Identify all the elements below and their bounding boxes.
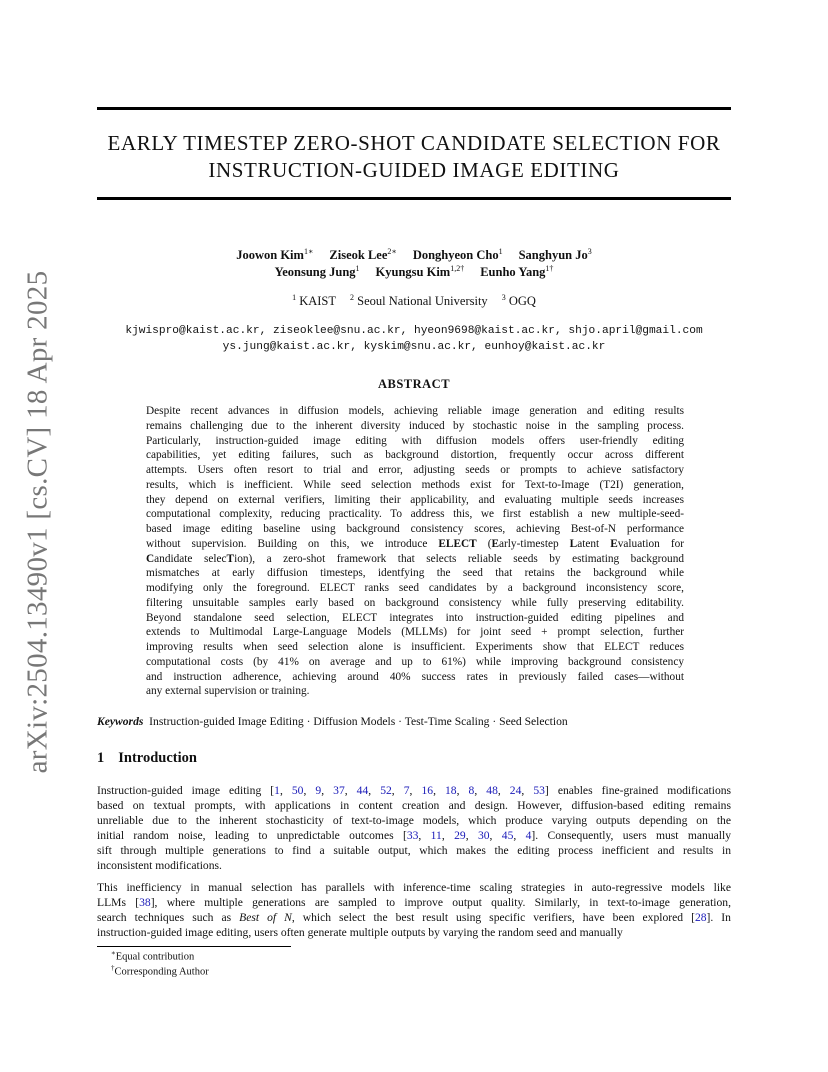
affiliation-item xyxy=(350,294,488,308)
citation-link[interactable]: 38 xyxy=(139,896,151,909)
affiliation-mark: 3 xyxy=(501,293,506,302)
acronym-letter: E xyxy=(610,537,618,550)
title-top-rule xyxy=(97,107,731,110)
citation-link[interactable]: 28 xyxy=(694,911,707,924)
citation-link[interactable]: 24 xyxy=(509,784,522,797)
author-name: Joowon Kim$^{1∗}$ xyxy=(236,247,314,263)
abstract-line: improving results when seed selection alone is insufficient. Experiments show that ELECT reduces xyxy=(146,641,684,653)
author-name: Yeonsung Jung$^1$ xyxy=(274,264,360,280)
citation-link[interactable]: 9 xyxy=(315,784,322,797)
affiliations xyxy=(97,293,731,309)
abstract-line: they depend on external verifiers, limiting their applicability, and evaluating multiple seeds increases xyxy=(146,493,684,506)
acronym-letter: E xyxy=(491,537,500,550)
paper-title-line-2 xyxy=(97,158,731,183)
acronym-letter: T xyxy=(226,552,235,565)
affiliation-name: KAIST xyxy=(299,294,337,309)
author-list-row-1 xyxy=(97,247,731,263)
paragraph-line: search techniques such as Best of N, which select the best result using specific verifiers, have been explored [28]. In xyxy=(97,911,731,924)
abstract-line: computational complexity, reducing practicality. To address this, we first establish a new multiple-seed- xyxy=(146,508,684,521)
abstract-line: mismatches at early diffusion timesteps, identfying the seed that retains the background while xyxy=(146,567,684,580)
acronym-elect: ELECT xyxy=(438,537,477,550)
author-affiliation-mark: 1∗ xyxy=(303,247,314,256)
affiliation-item xyxy=(292,294,336,308)
section-heading-introduction xyxy=(97,750,197,767)
paragraph-line: Instruction-guided image editing [1, 50, 9, 37, 44, 52, 7, 16, 18, 8, 48, 24, 53] enables fine-grained modifications xyxy=(97,784,732,797)
footnote-corresponding-author xyxy=(111,964,209,978)
author-list-row-2 xyxy=(97,264,731,280)
paragraph-line: LLMs [38], where multiple generations are sampled to improve output quality. Similarly, in text-to-image generation, xyxy=(97,896,731,909)
affiliation-name: OGQ xyxy=(508,294,536,309)
abstract-line: without supervision. Building on this, we introduce ELECT (Early-timestep Latent Evaluation for xyxy=(146,537,684,550)
citation-link[interactable]: 52 xyxy=(380,784,392,797)
citation-link[interactable]: 8 xyxy=(468,784,475,797)
author-affiliation-mark: 1,2† xyxy=(450,264,465,273)
acronym-letter: C xyxy=(146,552,155,565)
author-affiliation-mark: 1 xyxy=(355,264,360,273)
abstract-body xyxy=(146,404,684,699)
author-affiliation-mark: 1† xyxy=(545,264,554,273)
abstract-line: remains challenging due to the inherent diversity induced by stochastic noise in the sampling process. xyxy=(146,419,684,432)
footnote-mark: † xyxy=(111,964,115,972)
arxiv-identifier-stamp[interactable]: arXiv:2504.13490v1 [cs.CV] 18 Apr 2025 xyxy=(21,270,54,774)
affiliation-name: Seoul National University xyxy=(357,294,488,309)
affiliation-mark: 1 xyxy=(292,293,297,302)
keywords-label: Keywords xyxy=(97,715,144,728)
citation-link[interactable]: 11 xyxy=(430,829,442,842)
citation-link[interactable]: 53 xyxy=(533,784,545,797)
paragraph-line: initial random noise, leading to unpredictable outcomes [33, 11, 29, 30, 45, 4]. Consequently, users must manually xyxy=(97,829,732,842)
footnote-rule xyxy=(97,946,291,947)
section-number: 1 xyxy=(97,750,105,766)
citation-link[interactable]: 45 xyxy=(501,829,514,842)
paragraph-line: unreliable due to the inherent stochasticity of text-to-image models, which produce varying outputs depending on the xyxy=(97,814,731,827)
footnote-text: Corresponding Author xyxy=(114,966,209,978)
citation-link[interactable]: 18 xyxy=(445,784,457,797)
citation-link[interactable]: 48 xyxy=(486,784,498,797)
paragraph-line: based on textual prompts, with applications in content creation and design. However, diffusion-based editing remains xyxy=(97,799,731,812)
paragraph-line: This inefficiency in manual selection has parallels with inference-time scaling strategies in auto-regressive models like xyxy=(97,881,731,894)
citation-link[interactable]: 29 xyxy=(454,829,466,842)
paragraph-line: inconsistent modifications. xyxy=(97,859,222,872)
abstract-line: capabilities, yet editing failures, such as background distortion, frequently occur across different xyxy=(146,449,684,462)
abstract-line: modifying only the foreground. ELECT ranks seed candidates by a background inconsistency score, xyxy=(146,582,684,594)
author-name: Eunho Yang$^{1\dagger}$ xyxy=(480,264,554,280)
author-name: Kyungsu Kim$^{1,2\dagger}$ xyxy=(375,264,465,280)
abstract-line: filtering unsuitable samples early based on background consistency while fully preserving editability. xyxy=(146,596,684,609)
paragraph-line: instruction-guided image editing, users often generate multiple outputs by varying the random seed and manually xyxy=(97,926,623,939)
keywords-line xyxy=(97,715,568,728)
keywords-text: Instruction-guided Image Editing · Diffusion Models · Test-Time Scaling · Seed Selection xyxy=(149,715,568,728)
paper-title-line-1 xyxy=(97,131,731,156)
abstract-line: based image editing baseline using background consistency scores, achieving Best-of-N performance xyxy=(146,523,684,535)
intro-paragraph-1 xyxy=(97,783,731,873)
abstract-line: computational costs (by 41% on average and up to 61%) while improving background consistency xyxy=(146,655,684,668)
citation-link[interactable]: 44 xyxy=(356,784,369,797)
citation-link[interactable]: 50 xyxy=(291,784,304,797)
intro-paragraph-2 xyxy=(97,880,731,940)
abstract-line: and instruction adherence, achieving around 40% success rates in previously failed cases—without xyxy=(146,670,684,683)
title-text-2: INSTRUCTION-GUIDED IMAGE EDITING xyxy=(208,158,620,182)
emphasis: Best of N xyxy=(239,911,292,924)
author-name: Sanghyun Jo$^3$ xyxy=(518,247,592,263)
citation-link[interactable]: 1 xyxy=(274,784,280,797)
citation-link[interactable]: 16 xyxy=(421,784,434,797)
paragraph-line: sift through multiple generations to find a suitable output, which makes the editing process inefficient and results in xyxy=(97,844,731,857)
citation-link[interactable]: 7 xyxy=(403,784,410,797)
abstract-line: Candidate selecTion), a zero-shot framework that selects reliable seeds by estimating background xyxy=(146,552,684,565)
acronym-letter: L xyxy=(569,537,578,550)
abstract-line: any external supervision or training. xyxy=(146,685,310,698)
abstract-line: Beyond standalone seed selection, ELECT integrates into instruction-guided editing pipelines and xyxy=(146,611,684,624)
abstract-line: extends to Multimodal Large-Language Models (MLLMs) for joint seed + prompt selection, further xyxy=(146,626,684,639)
affiliation-mark: 2 xyxy=(350,293,355,302)
citation-link[interactable]: 33 xyxy=(406,829,419,842)
section-title: Introduction xyxy=(118,750,197,766)
title-text-1: EARLY TIMESTEP ZERO-SHOT CANDIDATE SELECTION FOR xyxy=(107,131,721,155)
author-name: Ziseok Lee$^{2∗}$ xyxy=(329,247,397,263)
author-affiliation-mark: 3 xyxy=(587,247,592,256)
citation-link[interactable]: 30 xyxy=(477,829,490,842)
author-affiliation-mark: 1 xyxy=(498,247,503,256)
citation-link[interactable]: 4 xyxy=(525,829,532,842)
abstract-line: Particularly, instruction-guided image editing with diffusion models offers user-friendly editing xyxy=(146,434,684,447)
footnote-text: Equal contribution xyxy=(115,951,195,963)
title-bottom-rule xyxy=(97,197,731,200)
citation-link[interactable]: 37 xyxy=(333,784,345,797)
abstract-line: attempts. Users often resort to trial and error, adjusting seeds or prompts to achieve satisfactory xyxy=(146,464,684,476)
email-line-1[interactable]: kjwispro@kaist.ac.kr, ziseoklee@snu.ac.kr, hyeon9698@kaist.ac.kr, shjo.april@gmail.com xyxy=(125,325,703,337)
footnote-equal-contribution xyxy=(111,949,194,963)
affiliation-item xyxy=(502,294,536,308)
abstract-heading: ABSTRACT xyxy=(377,377,451,391)
author-affiliation-mark: 2∗ xyxy=(387,247,397,256)
footnote-mark: ∗ xyxy=(111,949,116,957)
abstract-line: Despite recent advances in diffusion models, achieving reliable image generation and editing results xyxy=(146,405,684,417)
email-line-2[interactable]: ys.jung@kaist.ac.kr, kyskim@snu.ac.kr, eunhoy@kaist.ac.kr xyxy=(222,341,606,353)
author-name: Donghyeon Cho$^1$ xyxy=(412,247,503,263)
abstract-line: results, which is inefficient. While seed selection methods exist for Text-to-Image (T2I) generation, xyxy=(146,478,684,491)
